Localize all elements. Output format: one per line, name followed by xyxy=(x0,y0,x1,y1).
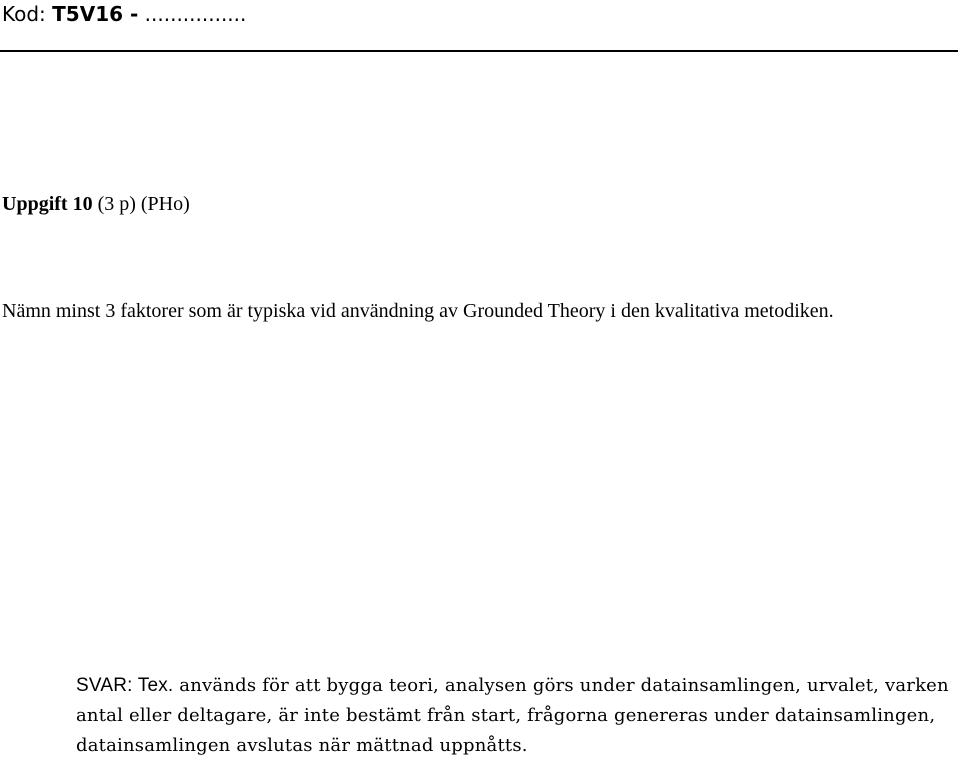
task-number: Uppgift 10 xyxy=(2,193,93,215)
header-divider xyxy=(0,50,958,52)
answer-label: SVAR: Tex. xyxy=(76,675,174,696)
task-title xyxy=(2,191,190,217)
answer-block xyxy=(76,671,956,761)
task-points-author: (3 p) (PHo) xyxy=(92,193,190,215)
question-text: Nämn minst 3 faktorer som är typiska vid användning av Grounded Theory i den kvalitativa metodiken. xyxy=(2,300,834,322)
answer-text: används för att bygga teori, analysen görs under datainsamlingen, urvalet, varken antal eller deltagare, är inte bestämt från start, frågorna genereras under datainsamlingen, datainsamlingen avslutas när mättnad uppnåtts. xyxy=(76,675,949,756)
code-label: Kod: xyxy=(2,2,53,26)
code-value: T5V16 - xyxy=(52,2,139,26)
code-blank-field: ................ xyxy=(138,2,247,26)
exam-code-header xyxy=(2,0,246,28)
